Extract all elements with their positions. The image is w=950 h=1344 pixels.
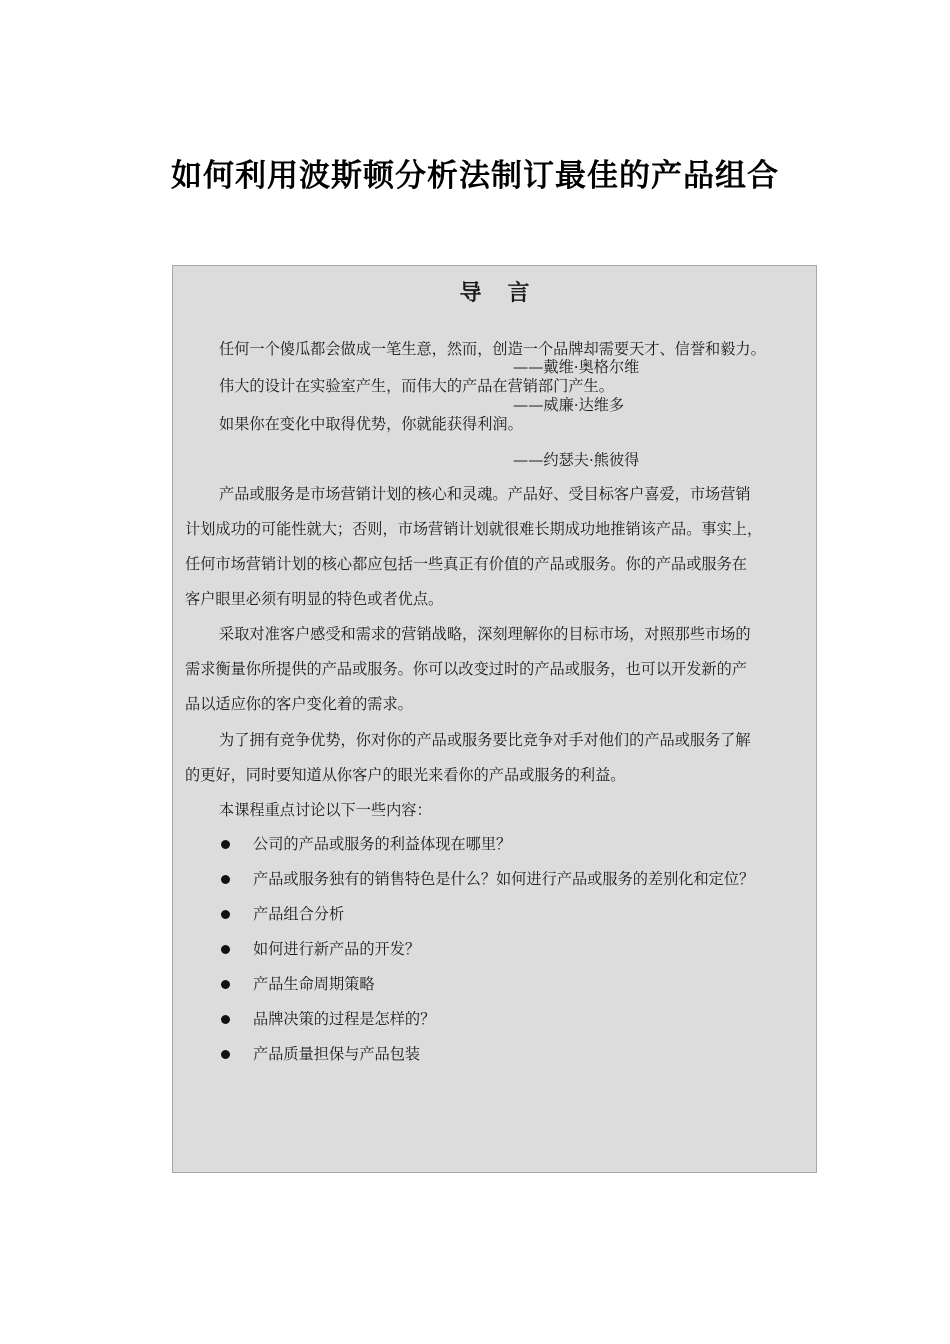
quote-author: ——威廉·达维多: [513, 396, 625, 414]
bullet-dot-icon: [221, 910, 230, 919]
paragraph-line: 需求衡量你所提供的产品或服务。你可以改变过时的产品或服务，也可以开发新的产: [185, 660, 747, 678]
intro-heading: 导言: [459, 280, 556, 306]
bullet-item: 如何进行新产品的开发？: [253, 940, 421, 958]
paragraph-line: 本课程重点讨论以下一些内容：: [219, 801, 432, 819]
bullet-dot-icon: [221, 875, 230, 884]
paragraph-line: 客户眼里必须有明显的特色或者优点。: [185, 590, 444, 608]
bullet-item: 产品生命周期策略: [253, 975, 375, 993]
paragraph-line: 品以适应你的客户变化着的需求。: [185, 695, 413, 713]
bullet-item: 品牌决策的过程是怎样的？: [253, 1010, 436, 1028]
document-title: 如何利用波斯顿分析法制订最佳的产品组合: [171, 158, 779, 194]
paragraph-line: 采取对准客户感受和需求的营销战略，深刻理解你的目标市场，对照那些市场的: [219, 625, 751, 643]
paragraph-line: 产品或服务是市场营销计划的核心和灵魂。产品好、受目标客户喜爱，市场营销: [219, 485, 751, 503]
bullet-item: 产品或服务独有的销售特色是什么？如何进行产品或服务的差别化和定位？: [253, 870, 755, 888]
bullet-dot-icon: [221, 1050, 230, 1059]
intro-box: [172, 265, 817, 1173]
quote-author: ——约瑟夫·熊彼得: [513, 451, 640, 469]
bullet-item: 产品组合分析: [253, 905, 345, 923]
quote-author: ——戴维·奥格尔维: [513, 358, 640, 376]
quote-text: 伟大的设计在实验室产生，而伟大的产品在营销部门产生。: [219, 377, 614, 395]
paragraph-line: 的更好，同时要知道从你客户的眼光来看你的产品或服务的利益。: [185, 766, 626, 784]
quote-text: 任何一个傻瓜都会做成一笔生意，然而，创造一个品牌却需要天才、信誉和毅力。: [219, 340, 766, 358]
quote-text: 如果你在变化中取得优势，你就能获得利润。: [219, 415, 523, 433]
bullet-dot-icon: [221, 1015, 230, 1024]
bullet-dot-icon: [221, 980, 230, 989]
bullet-item: 公司的产品或服务的利益体现在哪里？: [253, 835, 512, 853]
paragraph-line: 为了拥有竞争优势，你对你的产品或服务要比竞争对手对他们的产品或服务了解: [219, 731, 751, 749]
paragraph-line: 计划成功的可能性就大；否则，市场营销计划就很难长期成功地推销该产品。事实上，: [185, 520, 763, 538]
bullet-dot-icon: [221, 840, 230, 849]
bullet-dot-icon: [221, 945, 230, 954]
paragraph-line: 任何市场营销计划的核心都应包括一些真正有价值的产品或服务。你的产品或服务在: [185, 555, 747, 573]
bullet-item: 产品质量担保与产品包装: [253, 1045, 421, 1063]
